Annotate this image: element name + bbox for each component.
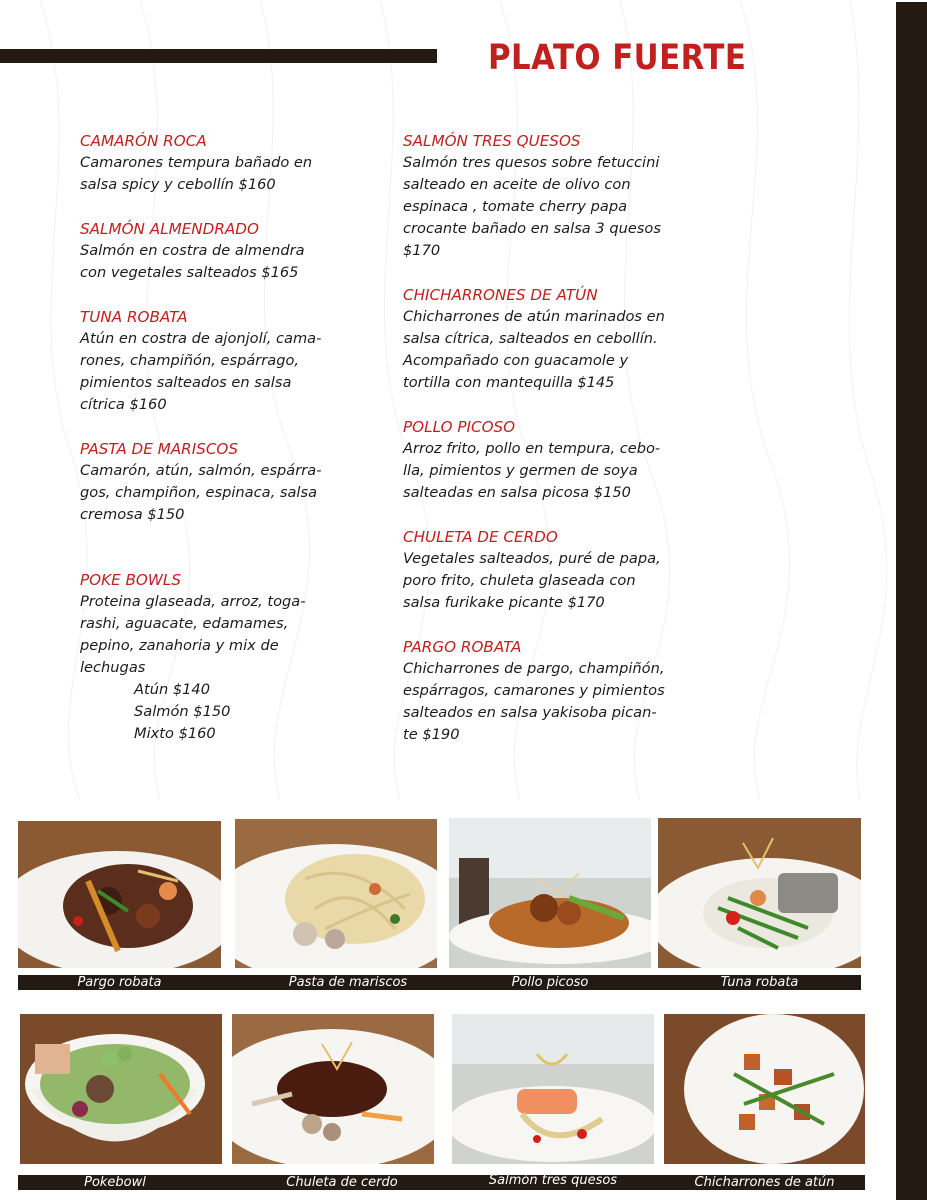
header-rule [0,49,437,63]
menu-item-description: Arroz frito, pollo en tempura, cebo- lla, pimientos y germen de soya salteadas en salsa picosa $150 [403,440,661,501]
photo-caption: Pollo picoso [511,975,589,990]
menu-item-description: Camarón, atún, salmón, espárra- gos, champiñon, espinaca, salsa cremosa $150 [80,462,322,523]
menu-item-description: Proteina glaseada, arroz, toga- rashi, aguacate, edamames, pepino, zanahoria y mix de lechugas [80,593,306,676]
side-rule [896,2,927,1200]
menu-item [80,306,380,416]
menu-item [80,569,380,745]
menu-item-name: TUNA ROBATA [80,308,188,326]
menu-item [403,416,703,504]
photo-caption: Pasta de mariscos [288,975,408,990]
photo-chuleta-de-cerdo [232,1014,434,1164]
menu-item [403,130,703,262]
photo-caption: Chicharrones de atún [694,1175,835,1190]
menu-item-name: CAMARÓN ROCA [80,132,207,150]
menu-item-description: Atún en costra de ajonjolí, cama- rones, champiñón, espárrago, pimientos salteados en salsa cítrica $160 [80,330,322,413]
menu-item-prices: Atún $140 Salmón $150 Mixto $160 [134,681,231,742]
menu-item-name: PARGO ROBATA [403,638,522,656]
menu-item-name: CHULETA DE CERDO [403,528,558,546]
menu-item [403,284,703,394]
photo-tuna-robata [658,818,861,968]
menu-item-name: POLLO PICOSO [403,418,516,436]
photo-caption: Tuna robata [720,975,799,990]
menu-item-description: Vegetales salteados, puré de papa, poro frito, chuleta glaseada con salsa furikake picante $170 [403,550,661,611]
photo-pargo-robata [18,821,221,968]
page-title: PLATO FUERTE [488,38,747,78]
menu-item-name: SALMÓN ALMENDRADO [80,220,259,238]
menu-column-left [80,130,380,745]
menu-item-description: Camarones tempura bañado en salsa spicy y cebollín $160 [80,154,313,193]
menu-item [80,218,380,284]
menu-item [80,130,380,196]
photo-caption: Chuleta de cerdo [286,1175,398,1190]
photo-caption: Salmón tres quesos [488,1173,618,1188]
photo-caption: Pargo robata [77,975,162,990]
menu-item-description: Salmón tres quesos sobre fetuccini salteado en aceite de olivo con espinaca , tomate cherry papa crocante bañado en salsa 3 quesos $170 [403,154,661,259]
menu-item-name: CHICHARRONES DE ATÚN [403,286,598,304]
photo-pokebowl [20,1014,222,1164]
photo-pasta-de-mariscos [235,819,437,968]
menu-item [403,636,703,746]
menu-item-description: Chicharrones de pargo, champiñón, espárragos, camarones y pimientos salteados en salsa yakisoba pican- te $190 [403,660,665,743]
menu-column-right [403,130,703,746]
menu-item [80,438,380,526]
photo-caption: Pokebowl [84,1175,146,1190]
menu-item [403,526,703,614]
menu-item-name: POKE BOWLS [80,571,181,589]
photo-salmon-tres-quesos [452,1014,654,1164]
menu-item-description: Chicharrones de atún marinados en salsa cítrica, salteados en cebollín. Acompañado con guacamole y tortilla con mantequilla $145 [403,308,665,391]
menu-item-description: Salmón en costra de almendra con vegetales salteados $165 [80,242,305,281]
menu-item-name: PASTA DE MARISCOS [80,440,239,458]
photo-pollo-picoso [449,818,651,968]
photo-chicharrones-de-atun [664,1014,865,1164]
menu-item-name: SALMÓN TRES QUESOS [403,132,581,150]
